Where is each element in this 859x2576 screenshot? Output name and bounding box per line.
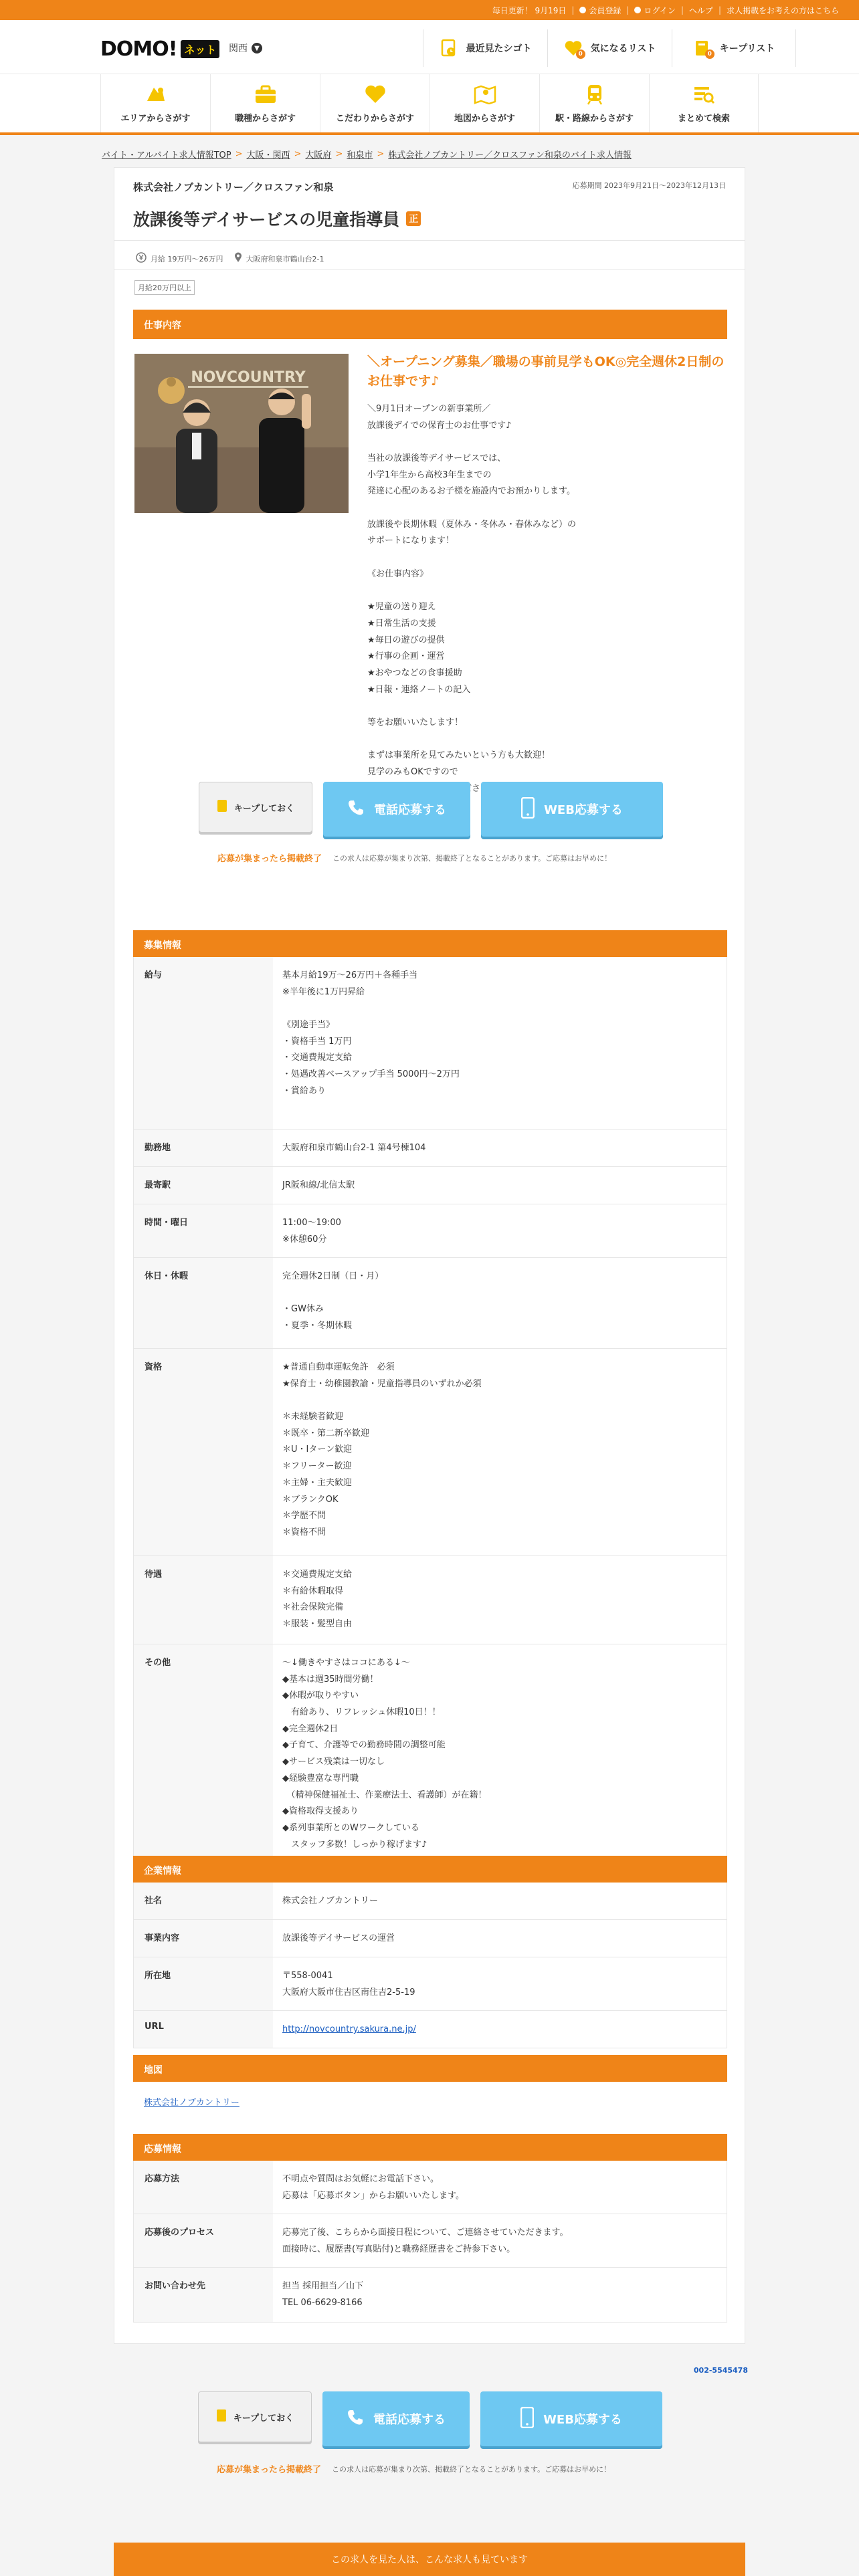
keep-folder-icon bbox=[217, 799, 227, 815]
heart-icon bbox=[363, 83, 387, 106]
nav-area[interactable]: エリアからさがす bbox=[100, 74, 210, 132]
action-buttons-top bbox=[199, 782, 663, 837]
top-bar: 毎日更新！ 9月19日 | 会員登録 | ログイン | ヘルプ | 求人掲載をお考えの方はこちら bbox=[0, 0, 859, 20]
key-icon bbox=[634, 7, 641, 13]
briefcase-icon bbox=[254, 83, 278, 106]
breadcrumb-izumi[interactable]: 和泉市 bbox=[347, 150, 373, 160]
keep-list-link[interactable]: 0 キープリスト bbox=[672, 29, 796, 67]
employer-link[interactable]: 求人掲載をお考えの方はこちら bbox=[726, 5, 839, 15]
apply-table bbox=[133, 2161, 727, 2323]
header bbox=[0, 20, 859, 74]
feature-tag: 月給20万円以上 bbox=[134, 280, 195, 295]
phone-apply-button[interactable]: 電話応募する bbox=[323, 782, 470, 837]
smartphone-icon bbox=[520, 2407, 534, 2432]
table-row: 資格 ★普通自動車運転免許 必須 ★保育士・幼稚園教諭・児童指導員のいずれか必須 ＊未経験者歓迎 ＊既卒・第二新卒歓迎 ＊U・Iターン歓迎 ＊フリーター歓迎 ＊主婦・主夫歓迎 ＊ブランクOK ＊学歴不問 ＊資格不問 bbox=[134, 1349, 727, 1556]
action-buttons-bottom bbox=[198, 2391, 662, 2446]
nav-preference[interactable]: こだわりからさがす bbox=[320, 74, 430, 132]
salary-summary: 月給 19万円〜26万円 bbox=[151, 254, 223, 263]
table-row: 応募後のプロセス 応募完了後、こちらから面接日程について、ご連絡させていただきます。 面接時に、履歴書(写真貼付)と職務経歴書をご持参下さい。 bbox=[134, 2214, 727, 2268]
area-icon bbox=[144, 83, 168, 106]
recent-jobs-link[interactable]: 最近見たシゴト bbox=[423, 29, 547, 67]
section-company-header: 企業情報 bbox=[133, 1856, 727, 1883]
closing-notice-bottom: 応募が集まったら掲載終了 この求人は応募が集まり次第、掲載終了となることがあります。ご応募はお早めに！ bbox=[217, 2464, 611, 2475]
phone-icon bbox=[347, 2409, 364, 2430]
breadcrumb-osaka[interactable]: 大阪府 bbox=[305, 150, 332, 160]
company-name: 株式会社ノブカントリー／クロスファン和泉 bbox=[133, 181, 334, 193]
recruit-table bbox=[133, 957, 727, 1868]
nav-bulk-search[interactable]: まとめて検索 bbox=[649, 74, 759, 132]
login-link[interactable]: ログイン bbox=[634, 5, 675, 16]
heart-icon: 0 bbox=[564, 39, 583, 58]
smartphone-icon bbox=[521, 797, 535, 822]
map-company-link[interactable]: 株式会社ノブカントリー bbox=[144, 2098, 240, 2108]
closing-notice-top: 応募が集まったら掲載終了 この求人は応募が集まり次第、掲載終了となることがあります。ご応募はお早めに！ bbox=[217, 853, 612, 864]
job-introduction bbox=[367, 352, 729, 797]
table-row: 最寄駅 JR阪和線/北信太駅 bbox=[134, 1167, 727, 1204]
intro-headline: ＼オープニング募集／職場の事前見学もOK◎完全週休2日制のお仕事です♪ bbox=[367, 354, 725, 389]
web-apply-button[interactable]: WEB応募する bbox=[480, 2391, 662, 2446]
breadcrumb-top[interactable]: バイト・アルバイト求人情報TOP bbox=[102, 150, 231, 160]
breadcrumb: バイト・アルバイト求人情報TOP > 大阪・関西 > 大阪府 > 和泉市 > 株式会社ノブカントリー／クロスファン和泉のバイト求人情報 bbox=[102, 148, 632, 160]
breadcrumb-current[interactable]: 株式会社ノブカントリー／クロスファン和泉のバイト求人情報 bbox=[388, 150, 632, 160]
location-pin-icon bbox=[234, 252, 242, 265]
table-row: 休日・休暇 完全週休2日制（日・月） ・GW休み ・夏季・冬期休暇 bbox=[134, 1258, 727, 1349]
site-logo[interactable]: DOMO! ネット bbox=[100, 37, 219, 61]
job-number: 002-5545478 bbox=[693, 2366, 748, 2375]
table-row: 応募方法 不明点や質問はお気軽にお電話下さい。 応募は「応募ボタン」からお願いいたします。 bbox=[134, 2161, 727, 2214]
table-row: 時間・曜日 11:00〜19:00 ※休憩60分 bbox=[134, 1204, 727, 1258]
location-summary: 大阪府和泉市鶴山台2-1 bbox=[246, 254, 324, 263]
section-map-header: 地図 bbox=[133, 2055, 727, 2082]
employment-type-badge: 正 bbox=[406, 211, 421, 226]
help-link[interactable]: ヘルプ bbox=[688, 5, 713, 15]
section-apply-header: 応募情報 bbox=[133, 2134, 727, 2161]
header-links bbox=[423, 43, 796, 87]
region-selector[interactable]: 関西 ▼ bbox=[229, 41, 262, 55]
phone-apply-button[interactable]: 電話応募する bbox=[322, 2391, 470, 2446]
table-row: 所在地 〒558-0041 大阪府大阪市住吉区南住吉2-5-19 bbox=[134, 1957, 727, 2011]
application-period: 応募期間 2023年9月21日～2023年12月13日 bbox=[572, 181, 726, 190]
yen-icon bbox=[136, 252, 147, 265]
table-row: 事業内容 放課後等デイサービスの運営 bbox=[134, 1920, 727, 1957]
keep-button[interactable]: キープしておく bbox=[199, 782, 312, 833]
phone-icon bbox=[347, 799, 365, 820]
register-link[interactable]: 会員登録 bbox=[579, 5, 621, 16]
table-row: 給与 基本月給19万〜26万円＋各種手当 ※半年後に1万円昇給 《別途手当》 ・資格手当 1万円 ・交通費規定支給 ・処遇改善ベースアップ手当 5000円〜2万円 ・賞給あり bbox=[134, 957, 727, 1130]
photo-sign-text: NOVCOUNTRY bbox=[191, 369, 306, 386]
updated-text: 毎日更新！ 9月19日 bbox=[492, 5, 567, 15]
nav-map[interactable]: 地図からさがす bbox=[430, 74, 539, 132]
keep-button[interactable]: キープしておく bbox=[198, 2391, 312, 2442]
related-jobs-bar: この求人を見た人は、こんな求人も見ています bbox=[114, 2543, 745, 2576]
table-row: 待遇 ＊交通費規定支給 ＊有給休暇取得 ＊社会保険完備 ＊服装・髪型自由 bbox=[134, 1556, 727, 1644]
section-work-header: 仕事内容 bbox=[133, 310, 727, 339]
company-url-link[interactable]: http://novcountry.sakura.ne.jp/ bbox=[282, 2024, 416, 2034]
person-icon bbox=[579, 7, 586, 13]
section-recruit-header: 募集情報 bbox=[133, 930, 727, 957]
job-card bbox=[114, 167, 745, 2344]
workplace-photo bbox=[134, 354, 349, 513]
intro-body: ＼9月1日オープンの新事業所／ 放課後デイでの保育士のお仕事です♪ 当社の放課後等デイサービスでは、 小学1年生から高校3年生までの 発達に心配のあるお子様を施設内でお預かりします。 放課後や長期休暇（夏休み・冬休み・春休みなど）の サポートになります！ 《お仕事内容》 ★児童の送り迎え ★日常生活の支援 ★毎日の遊びの提供 ★行事の企画・運営 ★おやつなどの食事援助 ★日報・連絡ノートの記入 等をお願いいたします！ まずは事業所を見てみたいという方も大歓迎！ 見学のみもOKですので bbox=[367, 403, 577, 777]
job-summary bbox=[136, 252, 324, 265]
keep-folder-icon bbox=[216, 2409, 227, 2425]
web-apply-button[interactable]: WEB応募する bbox=[481, 782, 663, 837]
breadcrumb-kansai[interactable]: 大阪・関西 bbox=[246, 150, 290, 160]
nav-job-type[interactable]: 職種からさがす bbox=[210, 74, 320, 132]
table-row: 勤務地 大阪府和泉市鶴山台2-1 第4号棟104 bbox=[134, 1130, 727, 1167]
table-row: URL http://novcountry.sakura.ne.jp/ bbox=[134, 2011, 727, 2048]
favorites-link[interactable]: 0 気になるリスト bbox=[547, 29, 672, 67]
keep-folder-icon: 0 bbox=[693, 39, 712, 58]
chevron-down-icon: ▼ bbox=[252, 43, 262, 53]
clock-document-icon bbox=[440, 39, 458, 58]
table-row: お問い合わせ先 担当 採用担当／山下 TEL 06-6629-8166 bbox=[134, 2268, 727, 2323]
table-row: その他 ～↓働きやすさはココにある↓～ ◆基本は週35時間労働！ ◆休暇が取りやすい 有給あり、リフレッシュ休暇10日！！ ◆完全週休2日 ◆子育て、介護等での勤務時間の調整可能 ◆サービス残業は一切なし ◆経験豊富な専門職 （精神保健福祉士、作業療法士、看護師）が在籍！ ◆資格取得支援あり ◆系列事業所とのWワークしている スタッフ多数！しっかり稼げます♪ bbox=[134, 1644, 727, 1868]
company-table bbox=[133, 1883, 727, 2048]
table-row: 社名 株式会社ノブカントリー bbox=[134, 1883, 727, 1920]
nav-station[interactable]: 駅・路線からさがす bbox=[539, 74, 649, 132]
page-title: 放課後等デイサービスの児童指導員 正 bbox=[133, 207, 421, 231]
